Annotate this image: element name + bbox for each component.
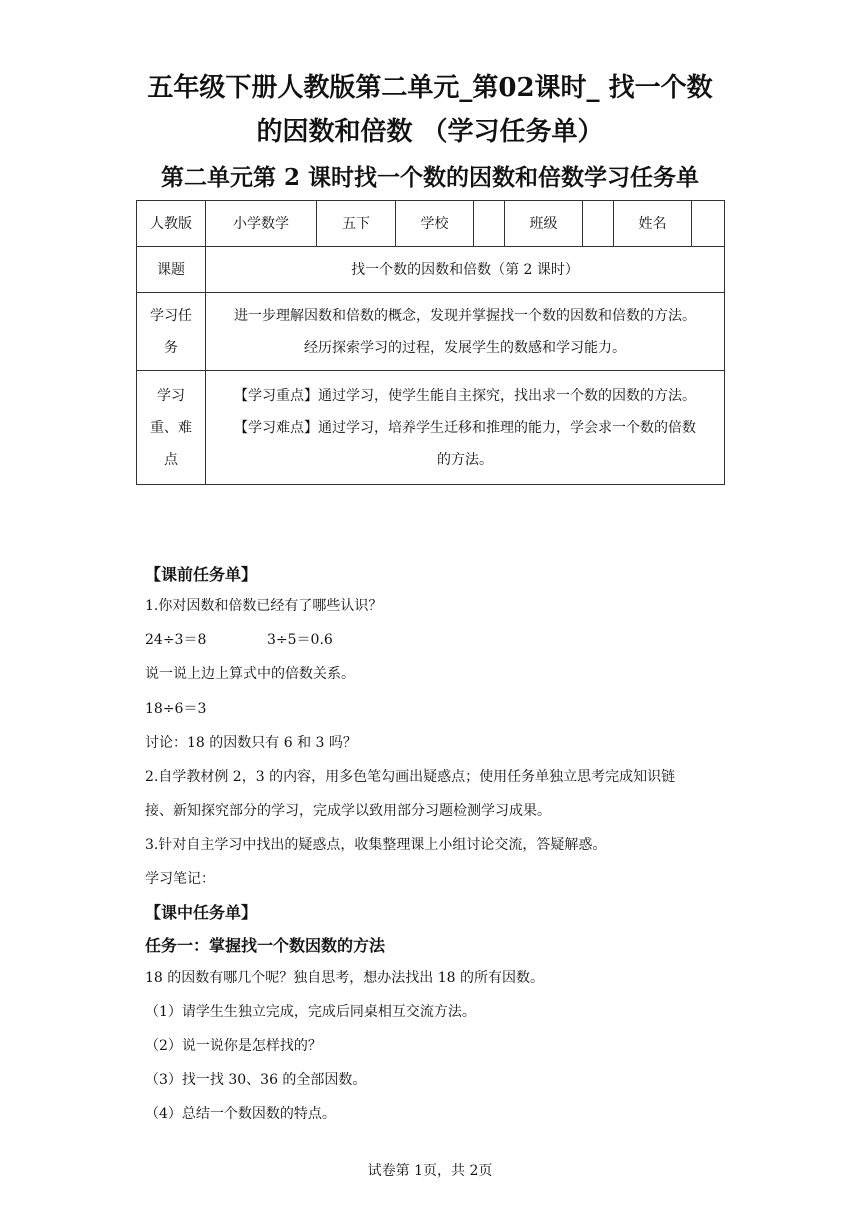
document-title-line-2: 的因数和倍数 （学习任务单）: [256, 117, 604, 147]
topic-value: 找一个数的因数和倍数（第 2 课时）: [206, 247, 725, 293]
equation-1a: 24÷3＝8: [145, 632, 207, 648]
task-1-step-2: （2）说一说你是怎样找的？: [145, 1038, 322, 1054]
cell-class-value: [583, 201, 614, 247]
topic-label: 课题: [137, 247, 206, 293]
study-notes-label: 学习笔记：: [145, 871, 215, 887]
document-title-line-1: 五年级下册人教版第二单元_第02课时_ 找一个数: [147, 73, 713, 103]
focus-line-2: 【学习难点】通过学习，培养学生迁移和推理的能力，学会求一个数的倍数: [234, 419, 696, 436]
focus-line-3: 的方法。: [437, 451, 493, 468]
equation-1b: 3÷5＝0.6: [267, 632, 333, 648]
task-1-step-4: （4）总结一个数因数的特点。: [145, 1106, 336, 1122]
equation-2: 18÷6＝3: [145, 701, 207, 717]
focus-label: [137, 371, 206, 485]
task-1-intro: 18 的因数有哪几个呢？独自思考，想办法找出 18 的所有因数。: [145, 970, 544, 986]
task-1-heading: 任务一：掌握找一个数因数的方法: [145, 936, 386, 955]
pre-class-question-3: 3.针对自主学习中找出的疑惑点，收集整理课上小组讨论交流，答疑解惑。: [145, 837, 607, 853]
focus-label-line-1: 学习: [157, 387, 185, 404]
task-label-line-2: 务: [164, 339, 178, 356]
cell-subject: 小学数学: [206, 201, 317, 247]
pre-class-question-1: 1.你对因数和倍数已经有了哪些认识？: [145, 598, 383, 614]
info-row-task: [137, 293, 725, 371]
cell-school-label: 学校: [396, 201, 474, 247]
cell-publisher: 人教版: [137, 201, 206, 247]
pre-class-heading: 【课前任务单】: [145, 565, 258, 584]
task-label-line-1: 学习任: [150, 307, 192, 324]
info-row-header: [137, 201, 725, 247]
focus-label-line-3: 点: [164, 451, 178, 468]
task-label: [137, 293, 206, 371]
in-class-heading: 【课中任务单】: [145, 903, 258, 922]
pre-class-discuss: 讨论：18 的因数只有 6 和 3 吗？: [145, 735, 357, 751]
page-footer: 试卷第 1页，共 2页: [367, 1163, 493, 1179]
cell-grade: 五下: [317, 201, 396, 247]
cell-name-label: 姓名: [614, 201, 692, 247]
focus-value: [206, 371, 725, 485]
task-line-2: 经历探索学习的过程，发展学生的数感和学习能力。: [304, 339, 626, 356]
cell-school-value: [474, 201, 505, 247]
info-row-focus: [137, 371, 725, 485]
cell-class-label: 班级: [505, 201, 583, 247]
info-row-topic: [137, 247, 725, 293]
task-line-1: 进一步理解因数和倍数的概念，发现并掌握找一个数的因数和倍数的方法。: [234, 307, 696, 324]
pre-class-question-2-line-1: 2.自学教材例 2，3 的内容，用多色笔勾画出疑惑点；使用任务单独立思考完成知识链: [145, 769, 676, 785]
lesson-info-table: [136, 200, 725, 485]
task-1-step-1: （1）请学生生独立完成，完成后同桌相互交流方法。: [145, 1004, 476, 1020]
pre-class-question-2-line-2: 接、新知探究部分的学习，完成学以致用部分习题检测学习成果。: [145, 803, 551, 819]
task-1-step-3: （3）找一找 30、36 的全部因数。: [145, 1072, 367, 1088]
pre-class-prompt-1: 说一说上边上算式中的倍数关系。: [145, 666, 355, 682]
document-subtitle: 第二单元第 2 课时找一个数的因数和倍数学习任务单: [160, 164, 700, 191]
task-value: [206, 293, 725, 371]
cell-name-value: [692, 201, 725, 247]
focus-label-line-2: 重、难: [150, 419, 192, 436]
focus-line-1: 【学习重点】通过学习，使学生能自主探究，找出求一个数的因数的方法。: [234, 387, 696, 404]
